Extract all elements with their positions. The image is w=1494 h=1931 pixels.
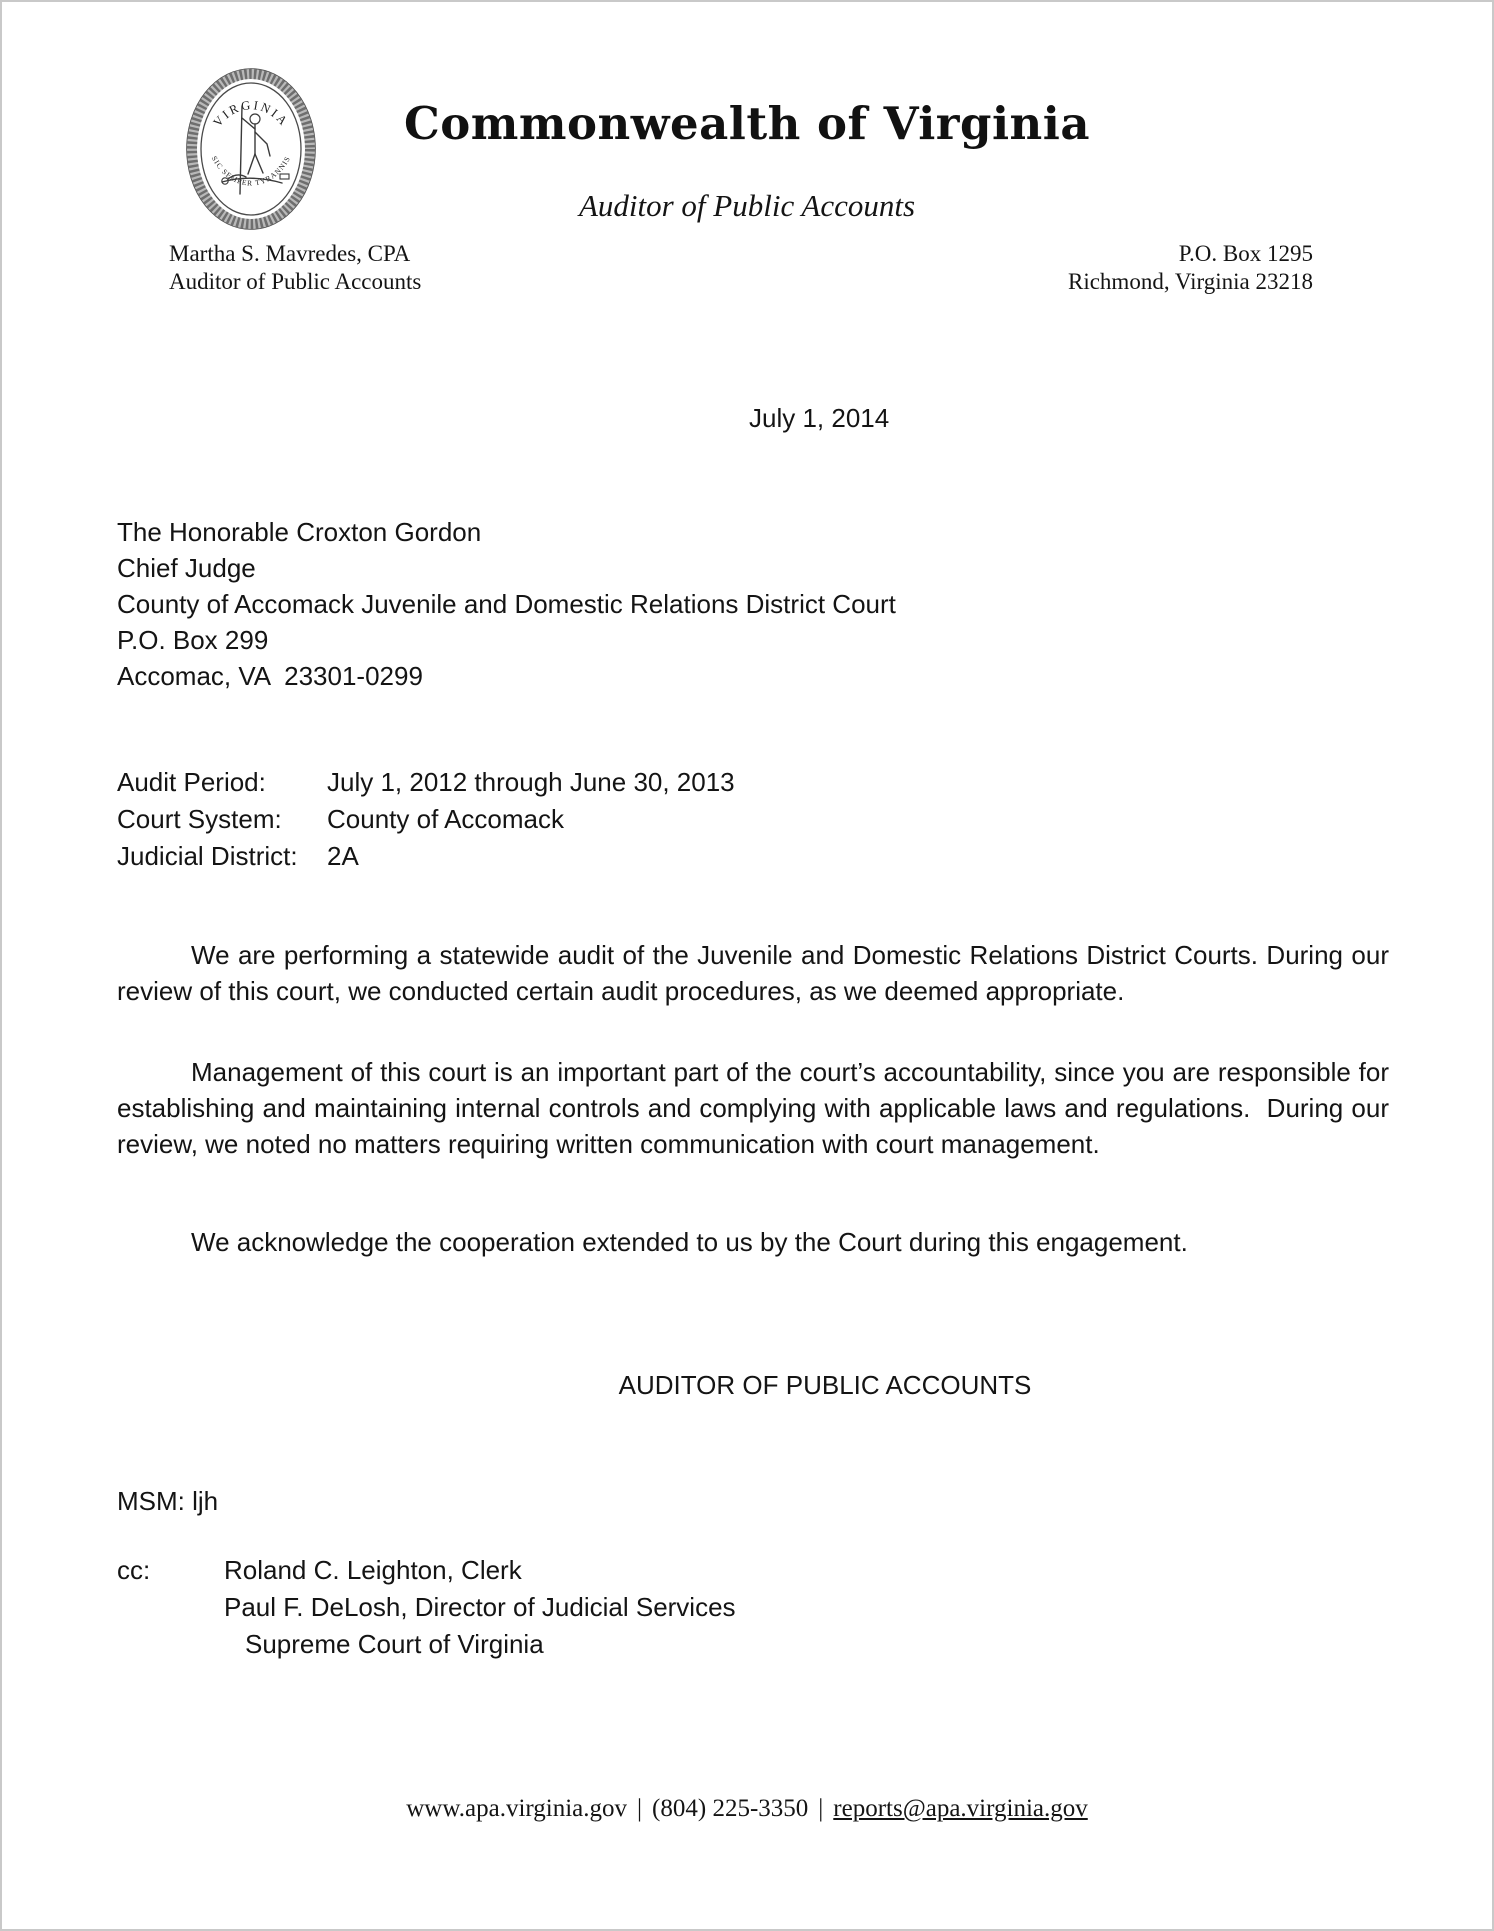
recipient-po-box: P.O. Box 299 <box>117 625 269 655</box>
recipient-name: The Honorable Croxton Gordon <box>117 517 482 547</box>
footer-contact-line <box>2 1795 1492 1823</box>
recipient-address-block <box>117 514 896 694</box>
paragraph-management-responsibility: Management of this court is an important part of the court’s accountability, since you are responsible for establishing and maintaining internal controls and complying with applicable laws and regulations. During our review, we noted no matters requiring written communication with court management. <box>117 1057 1389 1159</box>
official-title: Auditor of Public Accounts <box>169 269 422 294</box>
cc-list <box>224 1552 736 1663</box>
office-address-line1: P.O. Box 1295 <box>1178 241 1313 266</box>
recipient-court: County of Accomack Juvenile and Domestic Relations District Court <box>117 589 896 619</box>
seal-top-text: VIRGINIA <box>210 97 292 130</box>
seal-bottom-text: SIC SEMPER TYRANNIS <box>209 154 293 188</box>
audit-period-row <box>117 764 735 801</box>
signature-block: AUDITOR OF PUBLIC ACCOUNTS <box>618 1370 1032 1400</box>
footer-phone: (804) 225-3350 <box>652 1795 809 1822</box>
letter-date: July 1, 2014 <box>749 403 890 433</box>
judicial-district-value: 2A <box>327 841 359 871</box>
audit-info-block <box>117 764 735 875</box>
footer-separator: | <box>818 1795 824 1822</box>
office-address-line2: Richmond, Virginia 23218 <box>1067 269 1313 294</box>
official-block <box>169 240 421 296</box>
audit-period-label: Audit Period: <box>117 767 266 797</box>
court-system-value: County of Accomack <box>327 804 564 834</box>
judicial-district-row <box>117 838 735 875</box>
cc-block <box>117 1552 736 1663</box>
footer-separator: | <box>637 1795 643 1822</box>
org-subtitle: Auditor of Public Accounts <box>578 188 916 223</box>
recipient-city-state-zip: Accomac, VA 23301-0299 <box>117 661 423 691</box>
footer-website: www.apa.virginia.gov <box>406 1795 628 1822</box>
judicial-district-label: Judicial District: <box>117 841 298 871</box>
paragraph-acknowledgement: We acknowledge the cooperation extended to us by the Court during this engagement. <box>191 1227 1188 1257</box>
court-system-label: Court System: <box>117 804 282 834</box>
reference-initials: MSM: ljh <box>117 1486 219 1516</box>
audit-period-value: July 1, 2012 through June 30, 2013 <box>327 767 735 797</box>
cc-recipient-director: Paul F. DeLosh, Director of Judicial Services <box>224 1592 736 1622</box>
paragraph-audit-scope: We are performing a statewide audit of the Juvenile and Domestic Relations District Courts. During our review of this court, we conducted certain audit procedures, as we deemed appropriate. <box>117 940 1389 1006</box>
footer-email-link[interactable]: reports@apa.virginia.gov <box>833 1795 1088 1822</box>
office-address-block <box>1068 240 1313 296</box>
cc-label: cc: <box>117 1555 151 1585</box>
court-system-row <box>117 801 735 838</box>
org-title: Commonwealth of Virginia <box>403 97 1091 150</box>
cc-recipient-clerk: Roland C. Leighton, Clerk <box>224 1555 522 1585</box>
official-name: Martha S. Mavredes, CPA <box>169 241 411 266</box>
recipient-title: Chief Judge <box>117 553 256 583</box>
cc-recipient-supreme-court: Supreme Court of Virginia <box>245 1629 544 1659</box>
